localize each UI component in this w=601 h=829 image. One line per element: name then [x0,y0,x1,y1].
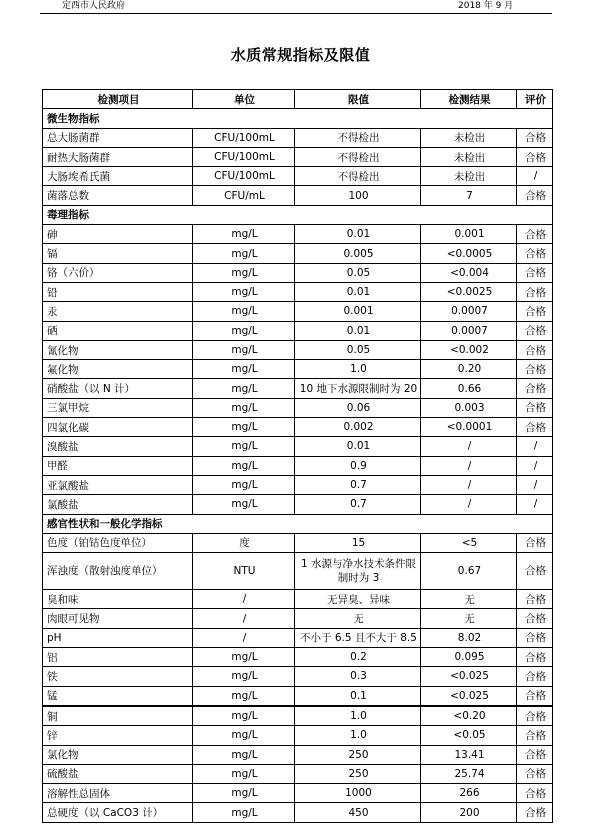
table-row [43,628,553,647]
unit-cell: mg/L [193,764,295,783]
item-name: 氯酸盐 [43,495,193,514]
result-cell: / [421,495,517,514]
evaluation-cell: 合格 [517,803,553,822]
result-cell: 无 [421,609,517,628]
result-cell: 无 [421,590,517,609]
unit-cell: mg/L [193,686,295,706]
evaluation-cell: 合格 [517,609,553,628]
result-cell: <0.20 [421,706,517,726]
result-cell: / [421,437,517,456]
item-name: 菌落总数 [43,186,193,205]
result-cell: 未检出 [421,128,517,147]
table-body [43,109,553,822]
limit-cell: 0.01 [295,282,421,301]
item-name: 硒 [43,321,193,340]
unit-cell: mg/L [193,282,295,301]
item-name: 铁 [43,667,193,686]
table-row [43,128,553,147]
limit-cell: 0.2 [295,648,421,667]
item-name: 三氯甲烷 [43,398,193,417]
item-name: 硝酸盐（以 N 计） [43,379,193,398]
evaluation-cell: 合格 [517,628,553,647]
limit-cell: 250 [295,745,421,764]
result-cell: 266 [421,784,517,803]
unit-cell: mg/L [193,784,295,803]
limit-cell: 450 [295,803,421,822]
item-name: 总大肠菌群 [43,128,193,147]
table-row [43,186,553,205]
unit-cell: mg/L [193,244,295,263]
evaluation-cell: 合格 [517,784,553,803]
item-name: 镉 [43,244,193,263]
table-row [43,244,553,263]
result-cell: 0.003 [421,398,517,417]
evaluation-cell: 合格 [517,302,553,321]
unit-cell: mg/L [193,418,295,437]
table-row [43,263,553,282]
table-row [43,764,553,783]
item-name: 亚氯酸盐 [43,475,193,494]
limit-cell: 0.05 [295,263,421,282]
unit-cell: CFU/100mL [193,147,295,166]
table-row [43,784,553,803]
evaluation-cell: / [517,456,553,475]
unit-cell: / [193,590,295,609]
limit-cell: 无 [295,609,421,628]
col-header-evaluation: 评价 [517,90,553,109]
table-row [43,533,553,552]
evaluation-cell: 合格 [517,128,553,147]
result-cell: 0.095 [421,648,517,667]
evaluation-cell: / [517,167,553,186]
result-cell: 未检出 [421,147,517,166]
limit-cell: 1.0 [295,726,421,745]
table-row [43,360,553,379]
result-cell: 0.001 [421,225,517,244]
evaluation-cell: / [517,475,553,494]
evaluation-cell: 合格 [517,379,553,398]
col-header-unit: 单位 [193,90,295,109]
table-row [43,745,553,764]
limit-cell: 1 水源与净水技术条件限制时为 3 [295,553,421,590]
result-cell: 0.67 [421,553,517,590]
item-name: 肉眼可见物 [43,609,193,628]
unit-cell: mg/L [193,379,295,398]
table-row [43,147,553,166]
evaluation-cell: 合格 [517,686,553,706]
limit-cell: 0.002 [295,418,421,437]
evaluation-cell: 合格 [517,244,553,263]
evaluation-cell: 合格 [517,667,553,686]
table-row [43,609,553,628]
table-row [43,648,553,667]
evaluation-cell: 合格 [517,764,553,783]
item-name: pH [43,628,193,647]
item-name: 溶解性总固体 [43,784,193,803]
limit-cell: 10 地下水源限制时为 20 [295,379,421,398]
evaluation-cell: 合格 [517,225,553,244]
limit-cell: 250 [295,764,421,783]
water-quality-table [42,89,553,823]
unit-cell: mg/L [193,263,295,282]
item-name: 溴酸盐 [43,437,193,456]
unit-cell: mg/L [193,648,295,667]
table-row [43,340,553,359]
limit-cell: 0.01 [295,321,421,340]
evaluation-cell: 合格 [517,648,553,667]
limit-cell: 15 [295,533,421,552]
section-row [43,109,553,128]
table-row [43,418,553,437]
result-cell: 0.0007 [421,321,517,340]
limit-cell: 0.01 [295,437,421,456]
evaluation-cell: 合格 [517,147,553,166]
table-row [43,282,553,301]
evaluation-cell: / [517,437,553,456]
unit-cell: CFU/100mL [193,167,295,186]
table-row [43,379,553,398]
unit-cell: mg/L [193,321,295,340]
table-row [43,726,553,745]
unit-cell: mg/L [193,437,295,456]
unit-cell: CFU/100mL [193,128,295,147]
result-cell: <0.002 [421,340,517,359]
unit-cell: mg/L [193,302,295,321]
evaluation-cell: 合格 [517,360,553,379]
item-name: 氰化物 [43,340,193,359]
header-date: 2018 年 9 月 [458,1,514,11]
item-name: 四氯化碳 [43,418,193,437]
item-name: 铝 [43,648,193,667]
limit-cell: 1.0 [295,706,421,726]
unit-cell: mg/L [193,360,295,379]
evaluation-cell: 合格 [517,533,553,552]
item-name: 耐热大肠菌群 [43,147,193,166]
unit-cell: mg/L [193,398,295,417]
limit-cell: 0.005 [295,244,421,263]
evaluation-cell: 合格 [517,418,553,437]
evaluation-cell: 合格 [517,263,553,282]
col-header-result: 检测结果 [421,90,517,109]
item-name: 汞 [43,302,193,321]
limit-cell: 不得检出 [295,128,421,147]
limit-cell: 1.0 [295,360,421,379]
item-name: 浑浊度（散射浊度单位） [43,553,193,590]
section-title: 感官性状和一般化学指标 [43,514,553,533]
result-cell: / [421,456,517,475]
item-name: 总硬度（以 CaCO3 计） [43,803,193,822]
limit-cell: 不得检出 [295,147,421,166]
evaluation-cell: 合格 [517,553,553,590]
section-title: 微生物指标 [43,109,553,128]
unit-cell: NTU [193,553,295,590]
table-row [43,706,553,726]
evaluation-cell: / [517,495,553,514]
table-row [43,803,553,822]
result-cell: 25.74 [421,764,517,783]
result-cell: <0.0005 [421,244,517,263]
section-row [43,514,553,533]
unit-cell: mg/L [193,475,295,494]
result-cell: 8.02 [421,628,517,647]
limit-cell: 无异臭、异味 [295,590,421,609]
item-name: 锰 [43,686,193,706]
result-cell: 未检出 [421,167,517,186]
item-name: 氟化物 [43,360,193,379]
limit-cell: 不得检出 [295,167,421,186]
unit-cell: mg/L [193,667,295,686]
limit-cell: 0.05 [295,340,421,359]
item-name: 砷 [43,225,193,244]
evaluation-cell: 合格 [517,186,553,205]
section-title: 毒理指标 [43,205,553,224]
limit-cell: 0.1 [295,686,421,706]
table-row [43,553,553,590]
table-row [43,302,553,321]
table-row [43,398,553,417]
result-cell: <0.05 [421,726,517,745]
evaluation-cell: 合格 [517,706,553,726]
unit-cell: mg/L [193,456,295,475]
limit-cell: 不小于 6.5 且不大于 8.5 [295,628,421,647]
unit-cell: mg/L [193,745,295,764]
item-name: 臭和味 [43,590,193,609]
header-org: 定西市人民政府 [62,1,126,11]
table-header-row [43,90,553,109]
limit-cell: 0.001 [295,302,421,321]
table-row [43,437,553,456]
evaluation-cell: 合格 [517,726,553,745]
evaluation-cell: 合格 [517,282,553,301]
result-cell: 0.0007 [421,302,517,321]
result-cell: 0.20 [421,360,517,379]
limit-cell: 1000 [295,784,421,803]
limit-cell: 0.06 [295,398,421,417]
table-row [43,590,553,609]
evaluation-cell: 合格 [517,321,553,340]
limit-cell: 0.7 [295,495,421,514]
unit-cell: mg/L [193,340,295,359]
table-row [43,225,553,244]
result-cell: 13.41 [421,745,517,764]
evaluation-cell: 合格 [517,745,553,764]
unit-cell: / [193,609,295,628]
header-rule [40,13,552,14]
result-cell: <0.004 [421,263,517,282]
unit-cell: mg/L [193,803,295,822]
item-name: 铅 [43,282,193,301]
item-name: 锌 [43,726,193,745]
item-name: 硫酸盐 [43,764,193,783]
result-cell: <5 [421,533,517,552]
evaluation-cell: 合格 [517,398,553,417]
table-row [43,475,553,494]
page-title: 水质常规指标及限值 [230,46,371,64]
result-cell: <0.025 [421,667,517,686]
item-name: 铜 [43,706,193,726]
limit-cell: 100 [295,186,421,205]
limit-cell: 0.9 [295,456,421,475]
result-cell: 0.66 [421,379,517,398]
result-cell: <0.0001 [421,418,517,437]
table-row [43,495,553,514]
item-name: 甲醛 [43,456,193,475]
unit-cell: mg/L [193,726,295,745]
item-name: 氯化物 [43,745,193,764]
result-cell: <0.0025 [421,282,517,301]
evaluation-cell: 合格 [517,590,553,609]
unit-cell: / [193,628,295,647]
table-row [43,667,553,686]
unit-cell: CFU/mL [193,186,295,205]
limit-cell: 0.7 [295,475,421,494]
item-name: 大肠埃希氏菌 [43,167,193,186]
col-header-item: 检测项目 [43,90,193,109]
table-row [43,321,553,340]
table-row [43,456,553,475]
limit-cell: 0.3 [295,667,421,686]
evaluation-cell: 合格 [517,340,553,359]
result-cell: / [421,475,517,494]
col-header-limit: 限值 [295,90,421,109]
result-cell: 7 [421,186,517,205]
unit-cell: mg/L [193,225,295,244]
item-name: 色度（铂钴色度单位） [43,533,193,552]
table-row [43,167,553,186]
unit-cell: mg/L [193,495,295,514]
table-row [43,686,553,706]
item-name: 铬（六价） [43,263,193,282]
unit-cell: mg/L [193,706,295,726]
unit-cell: 度 [193,533,295,552]
limit-cell: 0.01 [295,225,421,244]
result-cell: 200 [421,803,517,822]
result-cell: <0.025 [421,686,517,706]
section-row [43,205,553,224]
